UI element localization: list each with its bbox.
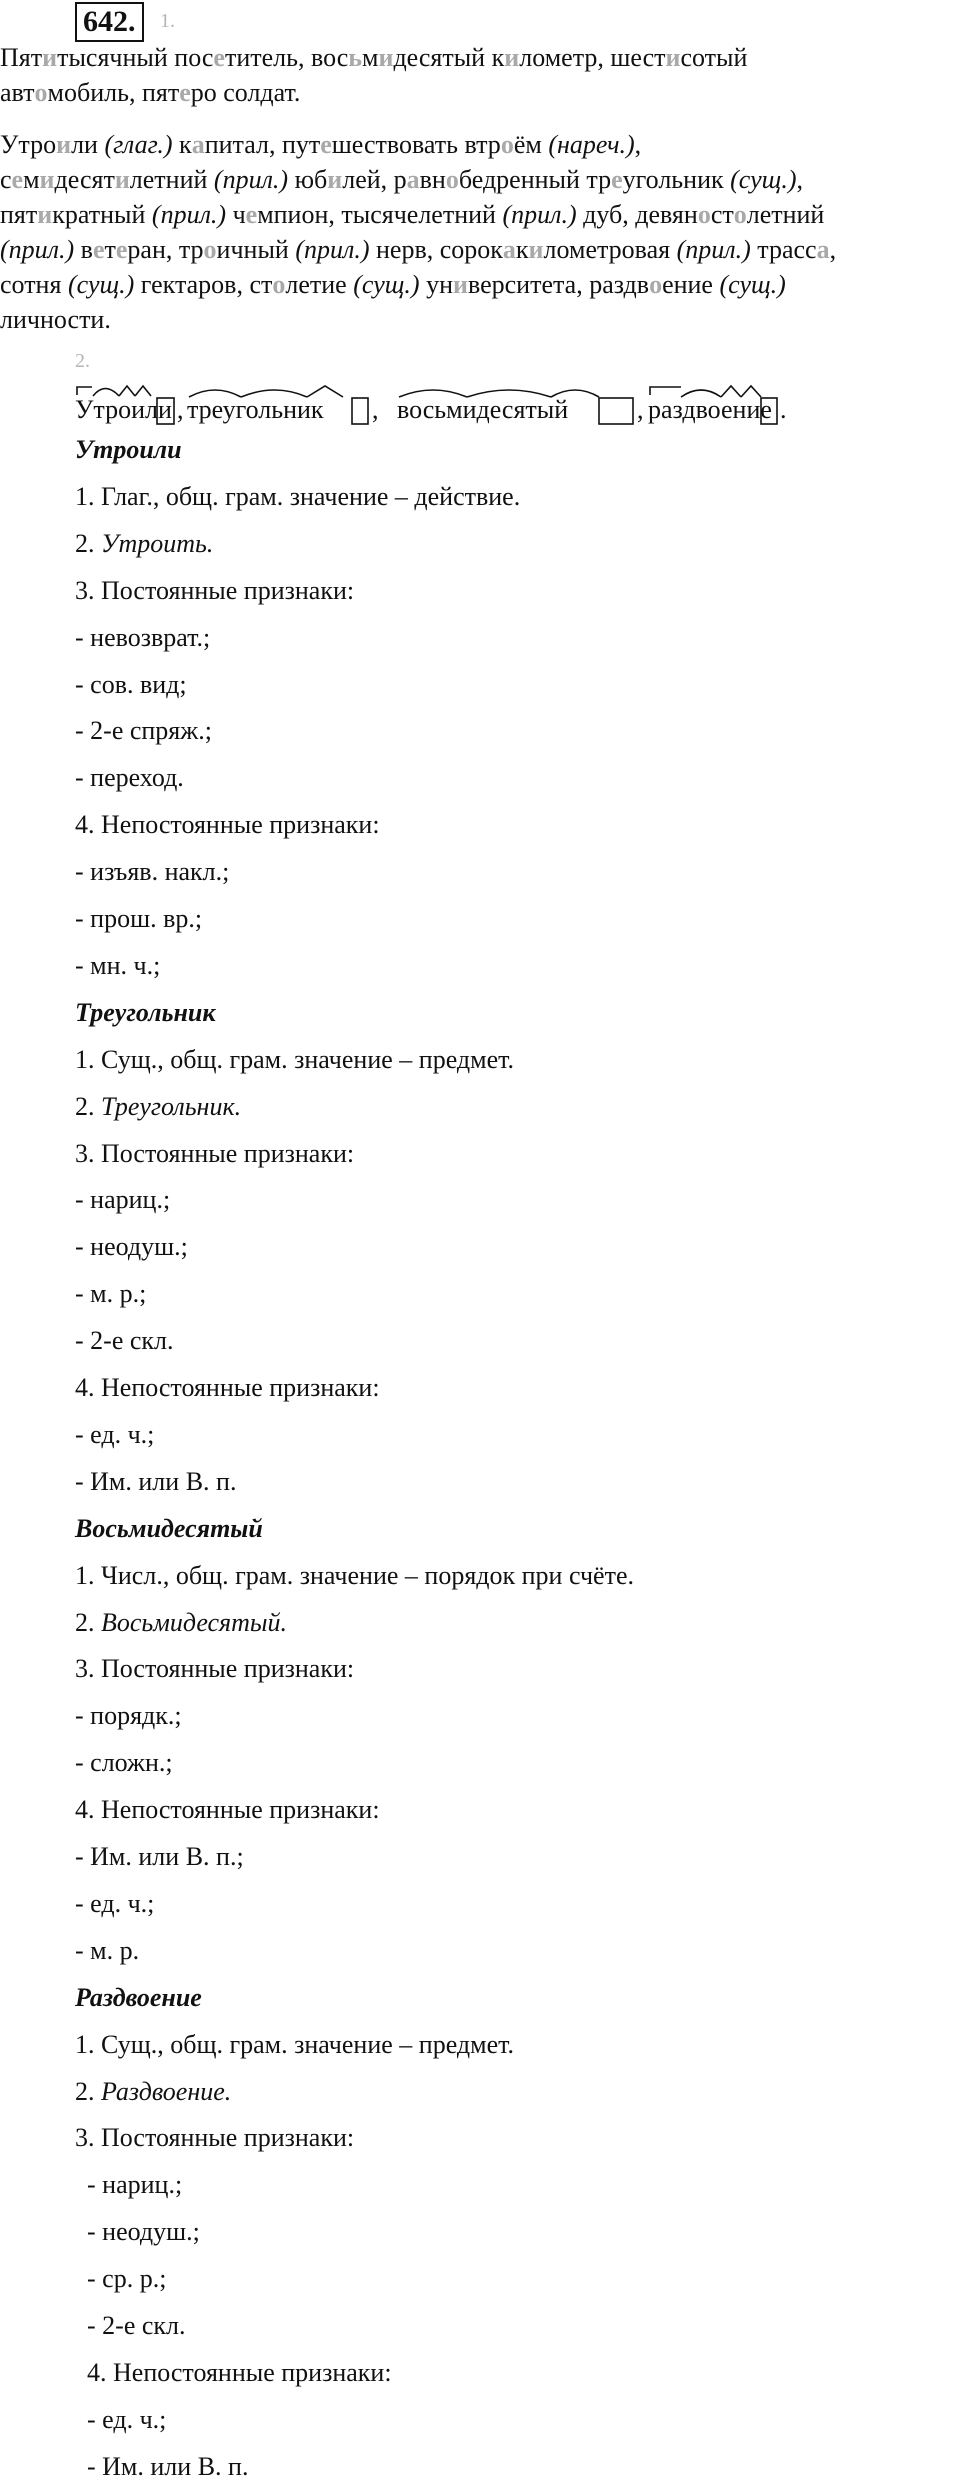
analysis-item: - нариц.; (75, 1185, 171, 1214)
spelling-letter: и (665, 43, 681, 72)
analysis-item: 4. Непостоянные признаки: (75, 810, 380, 839)
text-run: в (74, 235, 93, 264)
word-heading: Раздвоение (75, 1983, 202, 2012)
analysis-item: - 2-е спряж.; (75, 716, 212, 745)
text-run: мобиль, пят (47, 78, 180, 107)
analysis-item: - Им. или В. п.; (75, 1842, 244, 1871)
part-of-speech-note: (прил.) (213, 165, 289, 194)
spelling-letter: ь (348, 43, 362, 72)
spelling-letter: и (42, 43, 58, 72)
text-run: тысячный пос (57, 43, 214, 72)
analysis-item: - ед. ч.; (75, 1889, 155, 1918)
text-run: кратный (52, 200, 152, 229)
spelling-letter: е (320, 130, 332, 159)
text-run: лометр, шест (519, 43, 666, 72)
spelling-letter: а (816, 235, 830, 264)
item-number: 2. (75, 2077, 101, 2106)
text-run: юб (288, 165, 328, 194)
parsed-word: Утроили (75, 395, 172, 424)
part-of-speech-note: (прил.) (676, 235, 751, 264)
text-run: авт (0, 78, 35, 107)
prefix-mark (77, 387, 92, 395)
text-run: м (362, 43, 379, 72)
spelling-letter: и (528, 235, 544, 264)
text-run: т (104, 235, 116, 264)
analysis-item: 1. Сущ., общ. грам. значение – предмет. (75, 1045, 515, 1074)
analysis-item: - ср. р.; (87, 2264, 167, 2293)
text-run: пят (0, 200, 38, 229)
text-run: дуб, девян (576, 200, 698, 229)
part-of-speech-note: (прил.) (502, 200, 577, 229)
spelling-letter: а (191, 130, 205, 159)
spelling-letter: и (39, 165, 55, 194)
text-run: ун (419, 270, 453, 299)
analysis-item: - ед. ч.; (75, 1420, 155, 1449)
spelling-letter: о (445, 165, 459, 194)
initial-form: Раздвоение. (101, 2077, 232, 2106)
part-of-speech-note: (сущ.) (730, 165, 797, 194)
spelling-letter: о (34, 78, 48, 107)
analysis-item: - Им. или В. п. (75, 1467, 237, 1496)
analysis-item: - прош. вр.; (75, 904, 203, 933)
spelling-letter: е (245, 200, 258, 229)
analysis-item: - невозврат.; (75, 623, 211, 652)
part-of-speech-note: (сущ.) (353, 270, 420, 299)
text-run: ём (513, 130, 549, 159)
text-run: титель, вос (224, 43, 349, 72)
analysis-item: - изъяв. накл.; (75, 857, 230, 886)
analysis-item (75, 529, 213, 559)
spelling-letter: а (406, 165, 420, 194)
text-run: вн (419, 165, 446, 194)
initial-form: Восьмидесятый. (101, 1608, 288, 1637)
part-1-label: 1. (160, 10, 175, 32)
text-run: угольник (622, 165, 731, 194)
item-number: 2. (75, 1092, 101, 1121)
analysis-item: 1. Глаг., общ. грам. значение – действие. (75, 482, 521, 511)
analysis-item: - 2-е скл. (87, 2311, 186, 2340)
text-run: к (515, 235, 529, 264)
text-run: , (829, 235, 837, 264)
analysis-item: 1. Числ., общ. грам. значение – порядок при счёте. (75, 1561, 634, 1590)
item-number: 2. (75, 529, 101, 558)
orthography-paragraph-2 (0, 127, 960, 337)
part-of-speech-note: (нареч.) (548, 130, 635, 159)
initial-form: Утроить. (101, 529, 214, 558)
spelling-letter: и (114, 165, 130, 194)
text-run: десятый к (393, 43, 505, 72)
analysis-item: - нариц.; (87, 2170, 183, 2199)
text-run: м (23, 165, 40, 194)
text-run: мпион, тысячелетний (257, 200, 503, 229)
text-run: , (796, 165, 803, 194)
text-run: лометровая (543, 235, 677, 264)
ending-mark (599, 398, 633, 424)
analysis-item: 4. Непостоянные признаки: (75, 1795, 380, 1824)
item-number: 2. (75, 1608, 101, 1637)
part-of-speech-note: (глаг.) (104, 130, 173, 159)
analysis-item: - переход. (75, 763, 184, 792)
part-of-speech-note: (прил.) (295, 235, 370, 264)
text-run: ичный (216, 235, 296, 264)
spelling-letter: о (649, 270, 663, 299)
word-heading: Утроили (75, 435, 182, 464)
spelling-letter: и (37, 200, 53, 229)
analysis-item: - Им. или В. п. (87, 2452, 249, 2481)
text-run: сотый (680, 43, 748, 72)
spelling-letter: е (213, 43, 225, 72)
morphemic-parse-row (75, 383, 955, 433)
text-run: шествовать втр (331, 130, 501, 159)
parsed-word: треугольник (187, 395, 324, 424)
spelling-letter: и (378, 43, 394, 72)
spelling-letter: и (452, 270, 468, 299)
text-run: сотня (0, 270, 68, 299)
initial-form: Треугольник. (101, 1092, 242, 1121)
parsed-word: раздвоение (648, 395, 772, 424)
text-run: ро солдат. (190, 78, 301, 107)
text-run: питал, пут (204, 130, 321, 159)
spelling-letter: е (611, 165, 623, 194)
text-run: летний (129, 165, 214, 194)
text-run: личности. (0, 305, 111, 334)
spelling-letter: е (115, 235, 128, 264)
spelling-letter: е (179, 78, 191, 107)
analysis-item: 3. Постоянные признаки: (75, 1139, 355, 1168)
parsed-word: восьмидесятый (397, 395, 569, 424)
punctuation-mark: , (637, 395, 644, 424)
spelling-letter: а (502, 235, 516, 264)
analysis-item: - ед. ч.; (87, 2405, 167, 2434)
spelling-letter: о (203, 235, 217, 264)
punctuation-mark: , (177, 395, 184, 424)
text-run: гектаров, ст (134, 270, 273, 299)
part-of-speech-note: (сущ.) (719, 270, 786, 299)
text-run: ение (662, 270, 720, 299)
analysis-item: 4. Непостоянные признаки: (87, 2358, 392, 2387)
analysis-item: 1. Сущ., общ. грам. значение – предмет. (75, 2030, 515, 2059)
orthography-paragraph-1 (0, 40, 960, 110)
analysis-item: - неодуш.; (87, 2217, 200, 2246)
spelling-letter: о (697, 200, 711, 229)
punctuation-mark: , (372, 395, 379, 424)
text-run: нерв, сорок (369, 235, 503, 264)
spelling-letter: и (327, 165, 343, 194)
spelling-letter: о (500, 130, 514, 159)
analysis-item (75, 1608, 287, 1638)
ending-mark (352, 398, 368, 424)
text-run: ли (71, 130, 105, 159)
analysis-item: 3. Постоянные признаки: (75, 2123, 355, 2152)
analysis-item (75, 2077, 231, 2107)
analysis-item: 3. Постоянные признаки: (75, 576, 355, 605)
analysis-item: - сложн.; (75, 1748, 173, 1777)
text-run: с (0, 165, 12, 194)
word-heading: Треугольник (75, 998, 216, 1027)
text-run: десят (54, 165, 115, 194)
text-run: , (634, 130, 642, 159)
text-run: лей, р (342, 165, 407, 194)
analysis-item: - м. р. (75, 1936, 140, 1965)
analysis-item: - м. р.; (75, 1279, 147, 1308)
analysis-item: - неодуш.; (75, 1232, 188, 1261)
text-run: ч (226, 200, 246, 229)
spelling-letter: и (56, 130, 72, 159)
spelling-letter: и (504, 43, 520, 72)
text-run: трасс (750, 235, 817, 264)
punctuation-mark: . (780, 395, 787, 424)
text-run: бедренный тр (458, 165, 612, 194)
text-run: летие (285, 270, 354, 299)
part-of-speech-note: (прил.) (151, 200, 227, 229)
part-of-speech-note: (сущ.) (67, 270, 135, 299)
analysis-item: 3. Постоянные признаки: (75, 1654, 355, 1683)
analysis-item (75, 1092, 241, 1122)
part-of-speech-note: (прил.) (0, 235, 75, 264)
part-2-label: 2. (75, 350, 90, 372)
word-heading: Восьмидесятый (75, 1514, 263, 1543)
spelling-letter: е (92, 235, 105, 264)
analysis-item: - 2-е скл. (75, 1326, 174, 1355)
spelling-letter: е (11, 165, 24, 194)
text-run: Утро (0, 130, 57, 159)
analysis-item: - сов. вид; (75, 670, 187, 699)
analysis-item: 4. Непостоянные признаки: (75, 1373, 380, 1402)
text-run: к (172, 130, 192, 159)
text-run: ст (710, 200, 734, 229)
prefix-mark (650, 387, 681, 395)
text-run: верситета, раздв (467, 270, 650, 299)
exercise-number: 642. (75, 2, 144, 42)
analysis-item: - мн. ч.; (75, 951, 161, 980)
text-run: летний (746, 200, 825, 229)
text-run: ран, тр (127, 235, 204, 264)
analysis-item: - порядк.; (75, 1701, 182, 1730)
spelling-letter: о (733, 200, 747, 229)
text-run: Пят (0, 43, 43, 72)
spelling-letter: о (272, 270, 286, 299)
